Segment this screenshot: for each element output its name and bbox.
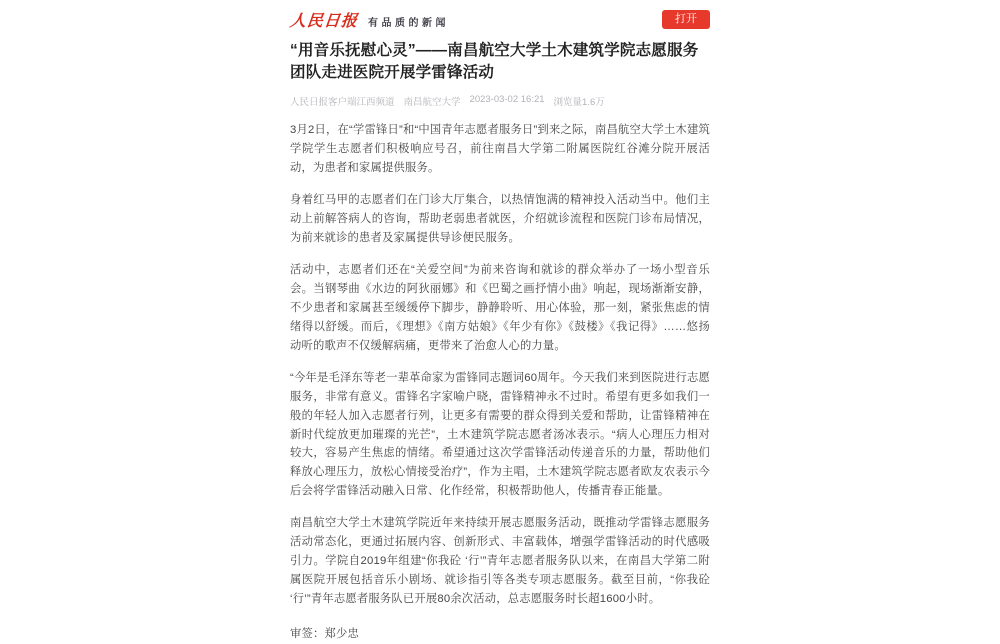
meta-author: 南昌航空大学 [403, 96, 461, 108]
brand-tagline: 有品质的新闻 [368, 17, 450, 29]
article-meta [290, 94, 710, 108]
open-app-button[interactable]: 打开 [662, 10, 710, 29]
peoples-daily-logotype: 人民日报 [288, 10, 359, 30]
article-paragraph: “今年是毛泽东等老一辈革命家为雷锋同志题词60周年。今天我们来到医院进行志愿服务，非常有意义。雷锋名字家喻户晓，雷锋精神永不过时。希望有更多如我们一般的年轻人加入志愿者行列，让更多有需要的群众得到关爱和帮助，让雷锋精神在新时代绽放更加璀璨的光芒”，土木建筑学院志愿者汤冰表示。“病人心理压力相对较大，容易产生焦虑的情绪。希望通过这次学雷锋活动传递音乐的力量，帮助他们释放心理压力，放松心情接受治疗”，作为主唱，土木建筑学院志愿者欧友农表示今后会将学雷锋活动融入日常、化作经常，积极帮助他人，传播青春正能量。 [290, 371, 710, 498]
article-paragraph: 南昌航空大学土木建筑学院近年来持续开展志愿服务活动，既推动学雷锋志愿服务活动常态化，更通过拓展内容、创新形式、丰富载体，增强学雷锋活动的时代感吸引力。学院自2019年组建“你我砼 ‘行’”青年志愿者服务队以来，在南昌大学第二附属医院开展包括音乐小剧场、就诊指引等各类专项志愿服务。截至目前，“你我砼 ‘行’”青年志愿者服务队已开展80余次活动，总志愿服务时长超1600小时。 [290, 517, 710, 606]
app-banner [290, 9, 710, 29]
meta-source-channel: 人民日报客户端江西频道 [290, 96, 395, 108]
article-body [290, 121, 710, 644]
article-page [290, 0, 710, 644]
meta-publish-datetime: 2023-03-02 16:21 [469, 93, 545, 105]
peoples-daily-logo[interactable] [290, 8, 449, 31]
article-paragraph: 身着红马甲的志愿者们在门诊大厅集合，以热情饱满的精神投入活动当中。他们主动上前解答病人的咨询，帮助老弱患者就医，介绍就诊流程和医院门诊布局情况，为前来就诊的患者及家属提供导诊便民服务。 [290, 193, 710, 244]
article-byline: 审签：郑少忠 [290, 628, 359, 641]
article-paragraph: 3月2日，在“学雷锋日”和“中国青年志愿者服务日”到来之际，南昌航空大学土木建筑学院学生志愿者们积极响应号召，前往南昌大学第二附属医院红谷滩分院开展活动，为患者和家属提供服务。 [290, 123, 710, 174]
article-title: “用音乐抚慰心灵”——南昌航空大学土木建筑学院志愿服务团队走进医院开展学雷锋活动 [290, 42, 699, 82]
article-paragraph: 活动中，志愿者们还在“关爱空间”为前来咨询和就诊的群众举办了一场小型音乐会。当钢琴曲《水边的阿狄丽娜》和《巴蜀之画抒情小曲》响起，现场渐渐安静，不少患者和家属甚至缓缓停下脚步，静静聆听、用心体验，那一刻，紧张焦虑的情绪得以舒缓。而后，《理想》《南方姑娘》《年少有你》《鼓楼》《我记得》……悠扬动听的歌声不仅缓解病痛，更带来了治愈人心的力量。 [290, 263, 710, 352]
meta-view-count: 浏览量1.6万 [553, 96, 605, 108]
